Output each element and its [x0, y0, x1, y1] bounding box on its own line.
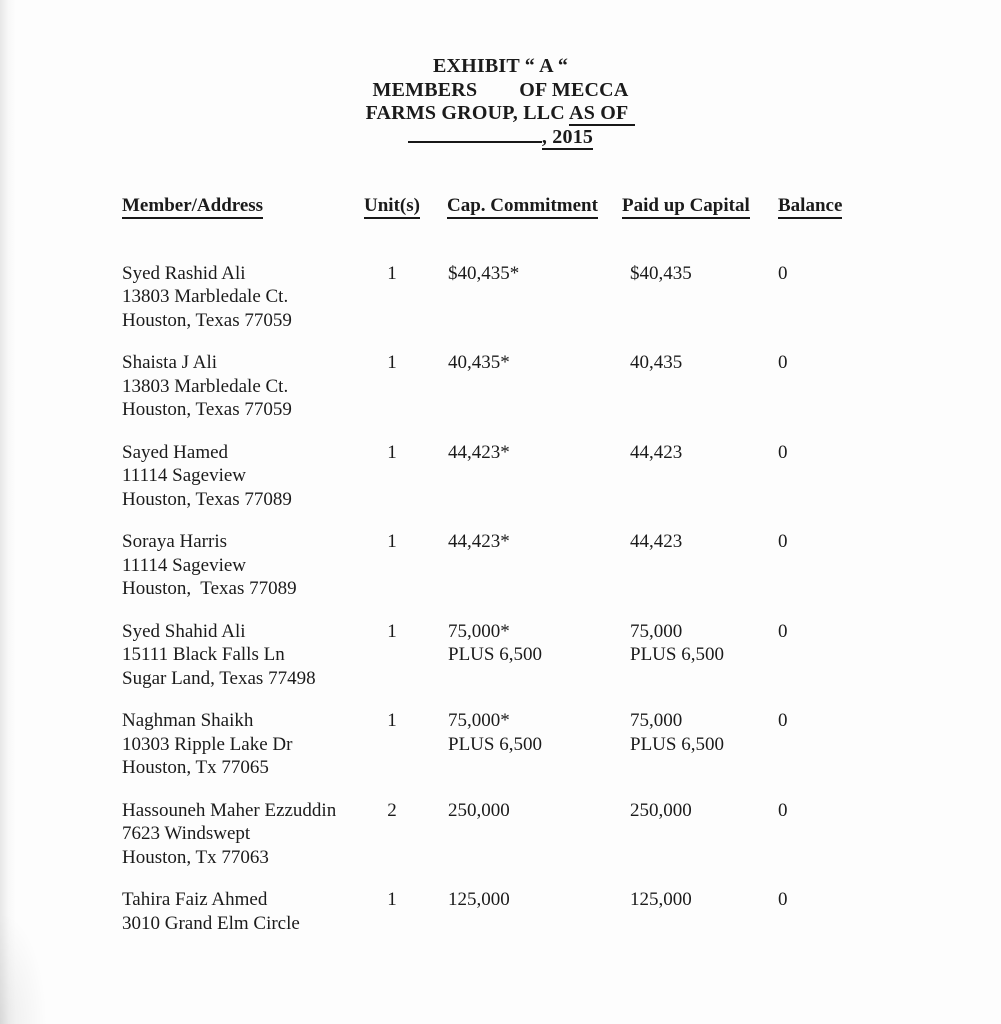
cell-line: Sugar Land, Texas 77498 [122, 667, 316, 689]
member-table-body [0, 262, 1001, 936]
member-address-cell [122, 530, 364, 601]
balance-cell: 0 [778, 710, 788, 731]
title-as-of-underlined: AS OF [569, 102, 635, 126]
balance-cell: 0 [778, 262, 788, 284]
cell-line: 13803 Marbledale Ct. [122, 286, 289, 307]
col-header-balance [760, 194, 843, 218]
cell-line: Houston, Tx 77065 [122, 757, 269, 778]
title-year-text: , 2015 [541, 125, 594, 148]
cell-line: Houston, Texas 77089 [122, 578, 297, 599]
cell-line: 40,435* [448, 352, 510, 373]
cell-line: 75,000 [630, 710, 683, 731]
cap-commitment-cell [420, 799, 600, 870]
member-address-cell [122, 262, 364, 333]
balance-cell: 0 [778, 352, 788, 373]
table-row [122, 888, 1001, 935]
cell-line: 75,000* [448, 710, 510, 731]
member-address-cell [122, 709, 364, 780]
cell-line: PLUS 6,500 [630, 644, 724, 665]
col-header-member-address-label: Member/Address [122, 195, 263, 219]
table-row [122, 620, 1001, 691]
table-row [122, 351, 1001, 422]
cell-line: Syed Rashid Ali [122, 262, 246, 284]
cell-line: 250,000 [630, 799, 692, 821]
units-cell: 1 [387, 262, 397, 284]
paid-up-capital-cell [600, 620, 760, 691]
cell-line: Syed Shahid Ali [122, 620, 246, 642]
col-header-units-label: Unit(s) [364, 195, 420, 219]
table-row [122, 530, 1001, 601]
cell-line: Soraya Harris [122, 531, 227, 552]
title-line-date [0, 126, 1001, 150]
cell-line: Hassouneh Maher Ezzuddin [122, 799, 337, 821]
paid-up-capital-cell [600, 888, 760, 935]
units-cell: 1 [387, 889, 397, 910]
paid-up-capital-cell [600, 709, 760, 780]
cell-line: 13803 Marbledale Ct. [122, 375, 289, 397]
cell-line: 11114 Sageview [122, 465, 247, 486]
cell-line: PLUS 6,500 [630, 733, 724, 755]
balance-cell: 0 [778, 799, 788, 821]
units-cell: 1 [387, 352, 397, 373]
member-address-cell [122, 799, 364, 870]
title-line-exhibit [0, 55, 1001, 79]
col-header-cap-commitment [420, 194, 600, 218]
units-cell: 1 [387, 620, 397, 642]
cell-line: 125,000 [630, 889, 692, 910]
title-members-text: MEMBERS [372, 78, 478, 101]
cell-line: 3010 Grand Elm Circle [122, 912, 300, 934]
member-address-cell [122, 888, 364, 935]
cell-line: PLUS 6,500 [448, 733, 542, 755]
member-address-cell [122, 441, 364, 512]
cell-line: 10303 Ripple Lake Dr [122, 733, 293, 755]
col-header-balance-label: Balance [778, 195, 842, 219]
cell-line: Houston, Texas 77059 [122, 399, 292, 420]
cell-line: 75,000 [630, 620, 683, 642]
table-row [122, 709, 1001, 780]
member-address-cell [122, 351, 364, 422]
cap-commitment-cell [420, 709, 600, 780]
cap-commitment-cell [420, 351, 600, 422]
cap-commitment-cell [420, 620, 600, 691]
table-row [122, 799, 1001, 870]
cell-line: $40,435 [630, 262, 692, 284]
cap-commitment-cell [420, 441, 600, 512]
title-farms-group-text: FARMS GROUP, LLC [365, 102, 565, 124]
cell-line: 15111 Black Falls Ln [122, 644, 285, 665]
cell-line: 44,423 [630, 531, 683, 552]
units-cell: 1 [387, 531, 397, 552]
col-header-paid-up-capital-label: Paid up Capital [622, 195, 750, 219]
title-exhibit-text: EXHIBIT “ A “ [432, 55, 569, 77]
cell-line: 40,435 [630, 352, 683, 373]
cap-commitment-cell [420, 530, 600, 601]
cell-line: 75,000* [448, 620, 510, 642]
cell-line: 7623 Windswept [122, 823, 251, 844]
member-address-cell [122, 620, 364, 691]
col-header-member-address [122, 194, 364, 218]
cap-commitment-cell [420, 888, 600, 935]
cell-line: 44,423* [448, 441, 510, 463]
title-line-farms-group [0, 102, 1001, 126]
units-cell: 1 [387, 710, 397, 731]
table-row [122, 262, 1001, 333]
col-header-units [364, 194, 420, 218]
cell-line: PLUS 6,500 [448, 644, 542, 665]
balance-cell: 0 [778, 620, 788, 642]
paid-up-capital-cell [600, 441, 760, 512]
cell-line: Houston, Texas 77059 [122, 309, 292, 331]
cell-line: Shaista J Ali [122, 352, 218, 373]
balance-cell: 0 [778, 531, 788, 552]
document-title [0, 0, 1001, 149]
paid-up-capital-cell [600, 351, 760, 422]
title-line-members [0, 79, 1001, 103]
col-header-cap-commitment-label: Cap. Commitment [447, 195, 598, 219]
paid-up-capital-cell [600, 530, 760, 601]
title-of-mecca-text: OF MECCA [519, 78, 629, 101]
cell-line: $40,435* [448, 262, 520, 284]
cell-line: Sayed Hamed [122, 441, 229, 463]
balance-cell: 0 [778, 889, 788, 910]
table-header-row [122, 194, 1001, 218]
table-row [122, 441, 1001, 512]
cell-line: 44,423* [448, 531, 510, 552]
cell-line: Naghman Shaikh [122, 710, 254, 731]
units-cell: 1 [387, 441, 397, 463]
cell-line: Houston, Tx 77063 [122, 846, 269, 868]
cell-line: 250,000 [448, 799, 510, 821]
balance-cell: 0 [778, 441, 788, 463]
cell-line: Houston, Texas 77089 [122, 488, 292, 510]
cell-line: 11114 Sageview [122, 554, 247, 576]
date-blank-underline [408, 127, 542, 143]
paid-up-capital-cell [600, 799, 760, 870]
units-cell: 2 [387, 799, 397, 821]
cell-line: Tahira Faiz Ahmed [122, 889, 268, 910]
paid-up-capital-cell [600, 262, 760, 333]
col-header-paid-up-capital [600, 194, 760, 218]
cell-line: 125,000 [448, 889, 510, 910]
cap-commitment-cell [420, 262, 600, 333]
cell-line: 44,423 [630, 441, 683, 463]
